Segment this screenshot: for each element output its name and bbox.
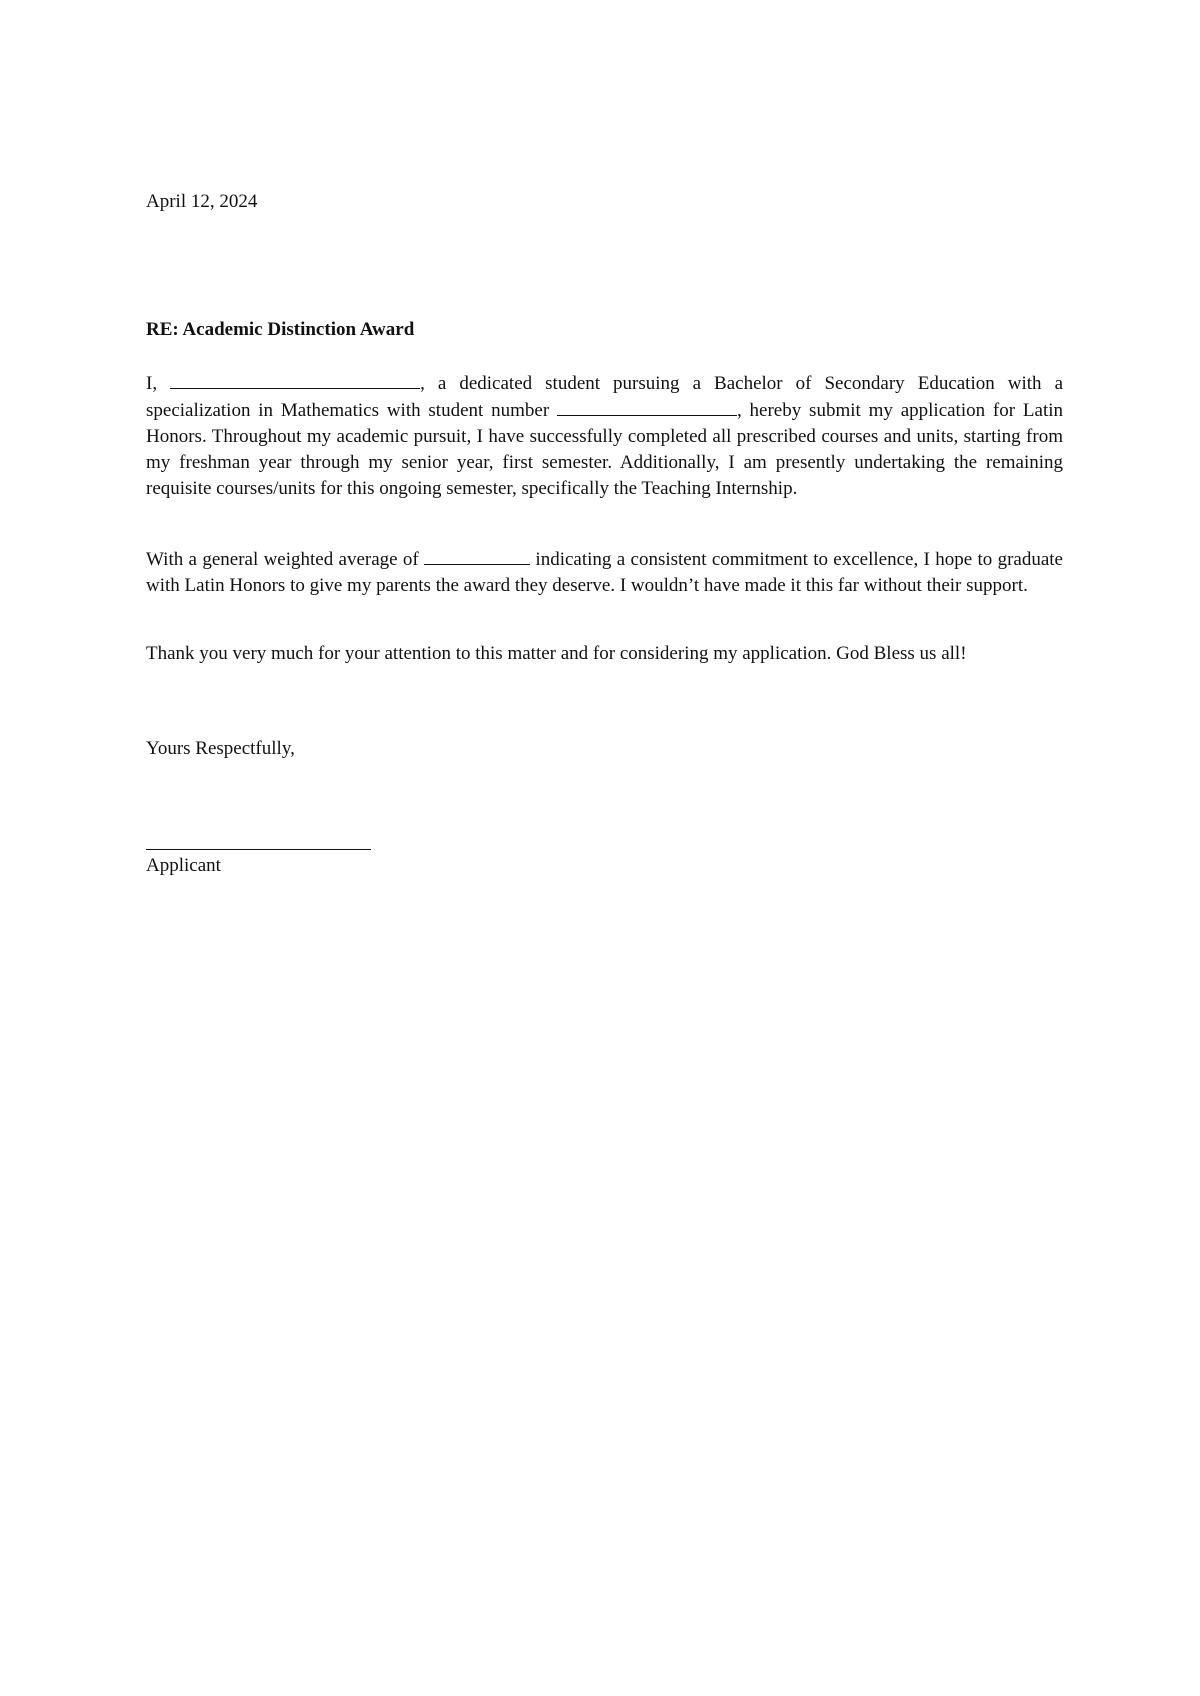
letter-subject: RE: Academic Distinction Award <box>146 319 415 340</box>
signer-label: Applicant <box>146 855 221 876</box>
paragraph-text: With a general weighted average of <box>146 549 425 570</box>
student-number-blank <box>557 397 737 416</box>
letter-date: April 12, 2024 <box>146 191 258 212</box>
paragraph-application <box>146 370 1063 502</box>
letter-closing: Yours Respectfully, <box>146 738 295 759</box>
gwa-blank <box>424 546 530 565</box>
paragraph-text: I, <box>146 373 171 394</box>
signature-line <box>146 849 371 850</box>
paragraph-text: , a dedicated student pursuing a Bachelor of Secondary Education with a specialization in Mathematics with student number <box>146 373 1063 421</box>
paragraph-gwa <box>146 546 1063 599</box>
paragraph-text: , hereby submit my application for Latin Honors. Throughout my academic pursuit, I have successfully completed all prescribed courses and units, starting from my freshman year through my senior year, first semester. Additionally, I am presently undertaking the remaining requisite courses/units for this ongoing semester, specifically the Teaching Internship. <box>146 400 1064 499</box>
paragraph-text: indicating a consistent commitment to excellence, I hope to graduate with Latin Honors to give my parents the award they deserve. I wouldn’t have made it this far without their support. <box>146 549 1063 596</box>
name-blank <box>170 370 420 389</box>
paragraph-thanks: Thank you very much for your attention to this matter and for considering my application. God Bless us all! <box>146 643 967 664</box>
